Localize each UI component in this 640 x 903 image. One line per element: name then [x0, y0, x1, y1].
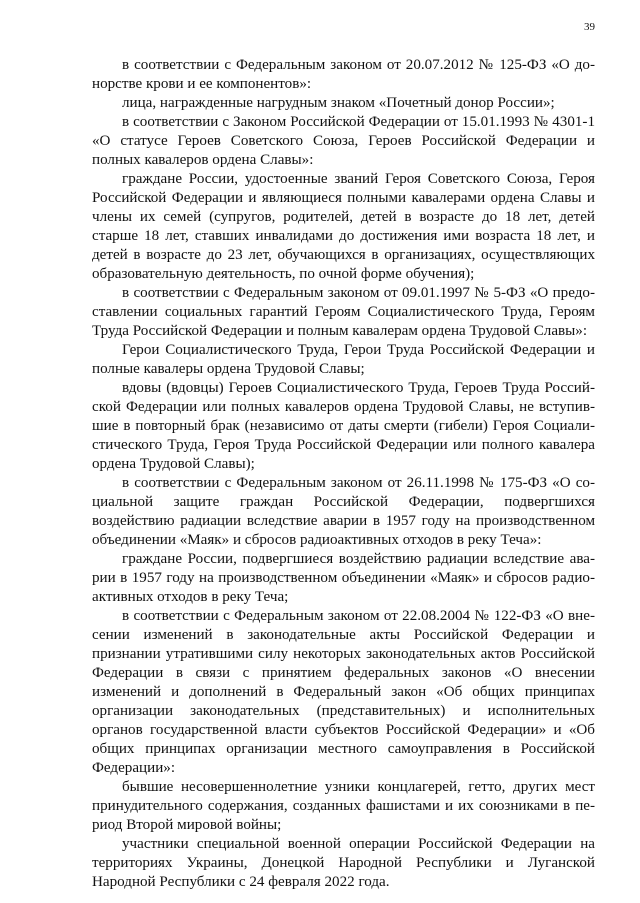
paragraph-heroes-citizens: граждане России, удостоенные званий Героя Советского Союза, Героя Российской Федерации и являющиеся полными кавалерами ордена Славы и члены их семей (супругов, родителей, детей в возрасте до 18 лет, детей старше 18 лет, ставших инвалидами до достижения ими возраста 18 лет, и детей в возрасте до 23 лет, обучающихся в организациях, осуществляющих образовательную деятельность, по очной форме обучения);: [92, 171, 595, 282]
paragraph-labor-heroes: Герои Социалистического Труда, Герои Труда Российской Федерации и полные кавалеры ордена Трудовой Славы;: [92, 342, 595, 377]
paragraph-camp-prisoners: бывшие несовершеннолетние узники концлагерей, гетто, других мест принудительного содержания, созданных фашистами и их союзниками в период Второй мировой войны;: [92, 779, 595, 833]
paragraph-labor-heroes-law: в соответствии с Федеральным законом от 09.01.1997 № 5-ФЗ «О предоставлении социальных гарантий Героям Социалистического Труда, Героям Труда Российской Федерации и полным кавалерам ордена Трудовой Славы»:: [92, 285, 595, 339]
paragraph-mayak-citizens: граждане России, подвергшиеся воздействию радиации вследствие аварии в 1957 году на производственном объединении «Маяк» и сбросов радиоактивных отходов в реку Теча;: [92, 551, 595, 605]
paragraph-svo-participants: участники специальной военной операции Российской Федерации на территориях Украины, Донецкой Народной Республики и Луганской Народной Республики с 24 февраля 2022 года.: [92, 836, 595, 890]
document-body: [92, 56, 595, 892]
paragraph-labor-heroes-widows: вдовы (вдовцы) Героев Социалистического Труда, Героев Труда Российской Федерации или полных кавалеров ордена Трудовой Славы, не вступившие в повторный брак (независимо от даты смерти (гибели) Героя Социалистического Труда, Героя Труда Российской Федерации или полного кавалера ордена Трудовой Славы);: [92, 380, 595, 472]
page-number: 39: [584, 21, 595, 33]
paragraph-donor-law: в соответствии с Федеральным законом от 20.07.2012 № 125-ФЗ «О донорстве крови и ее компонентов»:: [92, 57, 595, 92]
paragraph-heroes-law: в соответствии с Законом Российской Федерации от 15.01.1993 № 4301-1 «О статусе Героев Советского Союза, Героев Российской Федерации и полных кавалеров ордена Славы»:: [92, 114, 595, 168]
paragraph-honored-donor: лица, награжденные нагрудным знаком «Почетный донор России»;: [122, 95, 555, 111]
paragraph-122fz-law: в соответствии с Федеральным законом от 22.08.2004 № 122-ФЗ «О внесении изменений в законодательные акты Российской Федерации и признании утратившими силу некоторых законодательных актов Российской Федерации в связи с принятием федеральных законов «О внесении изменений и дополнений в Федеральный закон «Об общих принципах организации законодательных (представительных) и исполнительных органов государственной власти субъектов Российской Федерации» и «Об общих принципах организации местного самоуправления в Российской Федерации»:: [92, 608, 595, 776]
paragraph-mayak-law: в соответствии с Федеральным законом от 26.11.1998 № 175-ФЗ «О социальной защите граждан Российской Федерации, подвергшихся воздействию радиации вследствие аварии в 1957 году на производственном объединении «Маяк» и сбросов радиоактивных отходов в реку Теча»:: [92, 475, 595, 548]
